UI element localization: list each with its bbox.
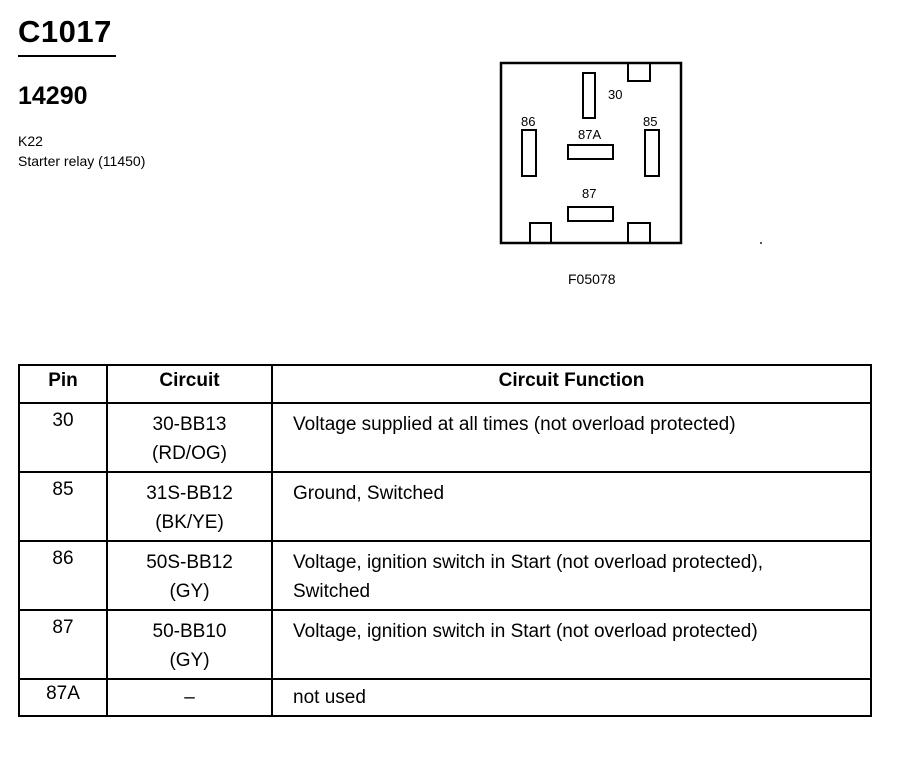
pin-label-87a: 87A — [578, 127, 602, 142]
connector-id: C1017 — [18, 14, 112, 49]
wire-color: (GY) — [169, 650, 210, 671]
circuit-code: 50-BB10 — [152, 621, 227, 642]
circuit-cell — [107, 679, 272, 716]
table-header-row — [19, 365, 871, 403]
pin-cell: 87A — [19, 679, 107, 716]
function-text: Voltage, ignition switch in Start (not overload protected) — [293, 621, 758, 642]
connector-face-diagram — [498, 60, 684, 246]
header-circuit: Circuit — [107, 365, 272, 403]
connector-outline — [501, 63, 681, 243]
component-name: Starter relay (11450) — [18, 153, 146, 169]
pin-cell: 87 — [19, 610, 107, 679]
pin-label-30: 30 — [608, 87, 623, 102]
function-text: Voltage, ignition switch in Start (not overload protected), — [293, 552, 763, 573]
pin-label-85: 85 — [643, 114, 658, 129]
pinout-table — [18, 364, 872, 717]
circuit-cell — [107, 541, 272, 610]
terminal-86 — [522, 130, 536, 176]
scan-speck — [760, 242, 762, 244]
bottom-left-tab — [530, 223, 551, 243]
function-text-continued: Switched — [293, 581, 371, 602]
circuit-code: 31S-BB12 — [146, 483, 233, 504]
circuit-code: – — [184, 687, 195, 708]
table-row — [19, 679, 871, 716]
figure-id: F05078 — [568, 271, 616, 287]
wire-color: (RD/OG) — [152, 443, 227, 464]
terminal-87a — [568, 145, 613, 159]
circuit-cell — [107, 610, 272, 679]
bottom-right-tab — [628, 223, 650, 243]
circuit-code: 30-BB13 — [152, 414, 227, 435]
table-row — [19, 610, 871, 679]
function-cell — [272, 541, 871, 610]
top-key-notch — [628, 63, 650, 81]
pin-cell: 30 — [19, 403, 107, 472]
header-pin: Pin — [19, 365, 107, 403]
table-row — [19, 541, 871, 610]
circuit-cell — [107, 403, 272, 472]
wire-color: (GY) — [169, 581, 210, 602]
pin-cell: 85 — [19, 472, 107, 541]
header-circuit-function: Circuit Function — [272, 365, 871, 403]
circuit-cell — [107, 472, 272, 541]
terminal-87 — [568, 207, 613, 221]
part-number: 14290 — [18, 82, 88, 110]
function-cell — [272, 472, 871, 541]
terminal-85 — [645, 130, 659, 176]
wire-color: (BK/YE) — [155, 512, 224, 533]
function-cell — [272, 403, 871, 472]
function-text: Voltage supplied at all times (not overload protected) — [293, 414, 736, 435]
table-row — [19, 472, 871, 541]
table-row — [19, 403, 871, 472]
connector-id-underline — [18, 55, 116, 57]
function-cell — [272, 679, 871, 716]
function-cell — [272, 610, 871, 679]
function-text: not used — [293, 687, 366, 708]
function-text: Ground, Switched — [293, 483, 445, 504]
pin-label-87: 87 — [582, 186, 597, 201]
reference-code: K22 — [18, 133, 43, 149]
circuit-code: 50S-BB12 — [146, 552, 233, 573]
pin-label-86: 86 — [521, 114, 536, 129]
terminal-30 — [583, 73, 595, 118]
pin-cell: 86 — [19, 541, 107, 610]
